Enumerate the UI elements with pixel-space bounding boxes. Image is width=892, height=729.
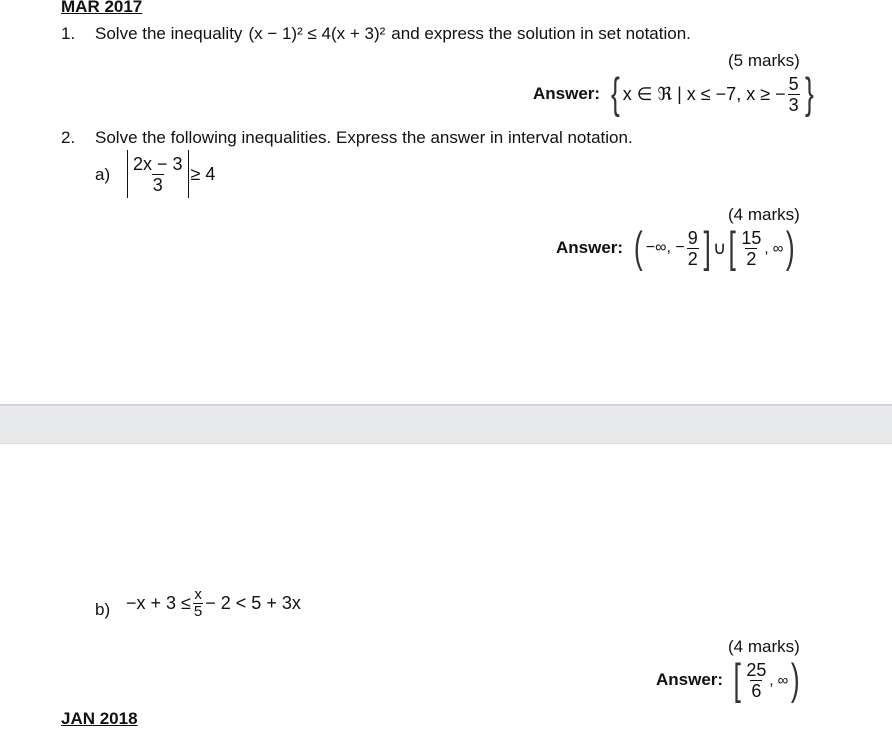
answer-label: Answer: <box>656 670 724 689</box>
interval-2-fraction <box>740 228 762 269</box>
part-b-label: b) <box>95 600 111 619</box>
part-a-label: a) <box>95 165 111 184</box>
union-symbol: ∪ <box>712 237 727 258</box>
fraction-denominator: 6 <box>751 680 762 701</box>
part-b-lhs: −x + 3 ≤ <box>126 593 191 613</box>
fraction-numerator: x <box>194 586 202 603</box>
part-a-answer <box>556 223 798 272</box>
question-1-expression: (x − 1)² ≤ 4(x + 3)² <box>248 24 386 43</box>
abs-numerator: 2x − 3 <box>133 153 183 174</box>
question-1-number: 1. <box>61 24 76 43</box>
answer-suffix: , ∞ <box>769 671 789 689</box>
open-bracket: [ <box>733 655 741 704</box>
page-2 <box>0 444 892 728</box>
fraction-numerator: 15 <box>741 227 762 248</box>
answer-fraction <box>788 74 800 115</box>
abs-denominator: 3 <box>152 174 163 195</box>
question-1-text-before: Solve the inequality <box>95 24 243 43</box>
question-2-text: Solve the following inequalities. Express the answer in interval notation. <box>95 128 633 147</box>
question-2-number: 2. <box>61 128 76 147</box>
abs-bar-left <box>127 150 128 198</box>
part-a-rhs: ≥ 4 <box>190 163 216 184</box>
fraction-numerator: 5 <box>788 73 799 94</box>
question-1-answer <box>533 69 816 118</box>
interval-1-fraction <box>687 228 699 269</box>
abs-bar-right <box>188 150 189 198</box>
section-heading-jan-2018: JAN 2018 <box>61 709 138 728</box>
answer-label: Answer: <box>533 84 601 103</box>
fraction-denominator: 3 <box>788 94 799 115</box>
close-paren: ) <box>791 655 801 704</box>
interval-2-suffix: , ∞ <box>764 239 784 257</box>
answer-fraction <box>745 660 767 701</box>
section-heading-mar-2017: MAR 2017 <box>61 0 143 16</box>
interval-1-prefix: −∞, − <box>645 239 685 256</box>
abs-fraction <box>132 154 184 195</box>
question-1-text <box>95 24 691 44</box>
fraction-denominator: 2 <box>687 248 698 269</box>
answer-set-expression: x ∈ ℜ | x ≤ −7, x ≥ − <box>622 83 786 104</box>
open-bracket: [ <box>728 223 736 272</box>
right-brace: } <box>804 69 814 118</box>
close-paren: ) <box>786 223 796 272</box>
question-1-marks: (5 marks) <box>728 51 800 70</box>
answer-label: Answer: <box>556 238 624 257</box>
fraction-denominator: 5 <box>193 603 203 620</box>
open-paren: ( <box>634 223 643 272</box>
part-b-rhs: − 2 < 5 + 3x <box>205 593 301 613</box>
fraction-numerator: 25 <box>746 659 767 680</box>
part-a-inequality <box>125 150 215 198</box>
page-gap <box>0 404 892 444</box>
part-b-marks: (4 marks) <box>728 637 800 656</box>
left-brace: { <box>611 69 620 118</box>
close-bracket: ] <box>703 223 711 272</box>
question-1-text-after: and express the solution in set notation. <box>391 24 691 43</box>
fraction-numerator: 9 <box>687 227 698 248</box>
part-b-inequality <box>126 587 301 620</box>
part-b-fraction <box>193 587 203 620</box>
fraction-denominator: 2 <box>746 248 757 269</box>
part-b-answer <box>656 655 803 704</box>
part-a-marks: (4 marks) <box>728 205 800 224</box>
